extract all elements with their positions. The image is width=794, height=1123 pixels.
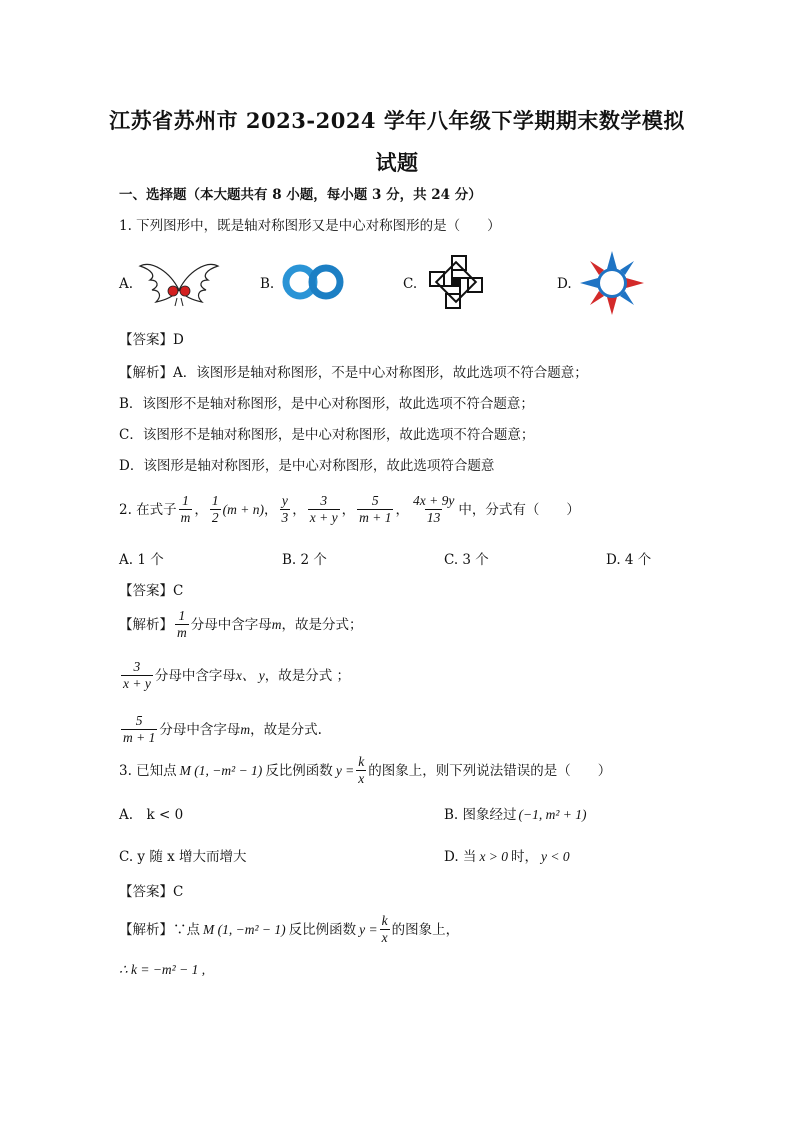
q1-explanation-2: B．该图形不是轴对称图形，是中心对称图形，故此选项不符合题意； xyxy=(119,396,534,412)
q2-exp-label: 【解析】 xyxy=(119,616,173,633)
q2-f2-num: 1 xyxy=(211,493,219,508)
q2-prefix: 2. 在式子 xyxy=(119,501,177,518)
q2-f3-den: 3 xyxy=(281,510,289,525)
q2-e2-num: 3 xyxy=(133,659,141,674)
compass-star-figure xyxy=(578,250,646,316)
q3-option-b-math: (−1, m² + 1) xyxy=(518,807,587,822)
q2-f1-num: 1 xyxy=(182,493,189,508)
q2-explanation-1 xyxy=(119,608,363,641)
q2-f5-num: 5 xyxy=(371,493,379,508)
q3-func-num: k xyxy=(358,754,365,769)
q2-f2-tail: (m + n) xyxy=(222,501,265,517)
q3-mid: 反比例函数 xyxy=(265,762,333,779)
q3-option-c: C. y 随 x 增大而增大 xyxy=(119,849,247,865)
q2-e2-den: x + y xyxy=(123,676,151,691)
q2-option-d: D. 4 个 xyxy=(606,552,652,568)
q3-exp-point: M (1, −m² − 1) xyxy=(203,921,286,937)
q3-answer: 【答案】C xyxy=(119,884,184,900)
q3-func-fraction xyxy=(356,754,366,787)
q2-e2-var: x、 y xyxy=(235,667,265,683)
q2-e1-text: 分母中含字母 xyxy=(190,616,272,633)
q2-e3-tail: ，故是分式. xyxy=(250,721,322,738)
q2-stem xyxy=(119,493,580,526)
q2-f4-num: 3 xyxy=(320,493,328,508)
q2-fraction-3 xyxy=(280,493,291,526)
q2-f5-den: m + 1 xyxy=(359,510,392,525)
q3-explanation-2: ∴ k = −m² − 1 , xyxy=(119,962,206,977)
doc-title-line2: 试题 xyxy=(375,150,419,175)
pinwheel-figure xyxy=(422,253,490,311)
q3-suffix: 的图象上，则下列说法错误的是（ ） xyxy=(368,762,612,779)
q1-option-a-label: A. xyxy=(119,276,134,292)
q2-fraction-5 xyxy=(357,493,393,526)
q2-sep-5: ， xyxy=(395,501,409,518)
q2-e3-text: 分母中含字母 xyxy=(159,721,241,738)
q3-exp-suffix: 的图象上， xyxy=(391,921,460,938)
q2-e3-num: 5 xyxy=(135,713,143,728)
q2-suffix: 中，分式有（ ） xyxy=(458,501,580,518)
q2-option-c: C. 3 个 xyxy=(444,552,489,568)
q2-f2-den: 2 xyxy=(211,510,219,525)
q2-f6-num: 4x + 9y xyxy=(412,493,455,508)
q2-f1-den: m xyxy=(180,510,191,525)
q3-explanation-1 xyxy=(119,913,459,946)
q3-point: M (1, −m² − 1) xyxy=(179,762,263,778)
q2-fraction-6 xyxy=(411,493,456,526)
q1-option-b-label: B. xyxy=(260,276,275,292)
q2-exp-fraction-1 xyxy=(175,608,189,641)
q3-exp-mid: 反比例函数 xyxy=(288,921,357,938)
q2-sep-2: ， xyxy=(264,501,278,518)
q3-option-d xyxy=(444,848,570,866)
q2-fraction-2 xyxy=(210,493,221,526)
butterfly-figure xyxy=(138,256,220,308)
q3-exp-fraction xyxy=(380,913,390,946)
q2-e1-tail: ，故是分式； xyxy=(281,616,363,633)
q2-explanation-3 xyxy=(119,713,322,746)
q3-exp-lhs: y = xyxy=(359,921,378,937)
q2-e1-num: 1 xyxy=(178,608,186,623)
q2-e2-text: 分母中含字母 xyxy=(154,667,236,684)
q1-explanation-1: 【解析】A．该图形是轴对称图形，不是中心对称图形，故此选项不符合题意； xyxy=(119,365,588,381)
q2-answer: 【答案】C xyxy=(119,583,184,599)
q2-exp-fraction-3 xyxy=(121,713,157,746)
q1-answer: 【答案】D xyxy=(119,332,184,348)
q1-explanation-4: D．该图形是轴对称图形，是中心对称图形，故此选项符合题意 xyxy=(119,458,495,474)
q2-sep-1: ， xyxy=(194,501,208,518)
q2-option-a: A. 1 个 xyxy=(119,552,164,568)
q2-e3-den: m + 1 xyxy=(123,730,156,745)
q2-e3-var: m xyxy=(240,721,251,737)
q2-f6-den: 13 xyxy=(426,510,441,525)
q3-prefix: 3. 已知点 xyxy=(119,762,177,779)
q3-option-a: A. k < 0 xyxy=(119,807,184,823)
linked-rings-figure xyxy=(278,262,348,302)
q2-explanation-2 xyxy=(119,659,350,692)
q3-func-lhs: y = xyxy=(335,762,355,778)
doc-title: 江苏省苏州市 2023-2024 学年八年级下学期期末数学模拟 xyxy=(109,108,685,133)
q3-exp-prefix: 【解析】∵点 xyxy=(119,921,200,938)
q2-fraction-4 xyxy=(308,493,340,526)
q1-option-c-label: C. xyxy=(403,276,418,292)
q3-option-d-m1: x > 0 xyxy=(479,849,509,864)
q2-f3-num: y xyxy=(281,493,288,508)
q2-sep-4: ， xyxy=(341,501,356,518)
q2-exp-fraction-2 xyxy=(121,659,153,692)
section-heading: 一、选择题（本大题共有 8 小题，每小题 3 分，共 24 分） xyxy=(119,187,482,203)
q3-option-b-text: B. 图象经过 xyxy=(444,807,517,823)
q3-option-d-m2: y < 0 xyxy=(541,849,570,864)
q1-explanation-3: C．该图形不是轴对称图形，是中心对称图形，故此选项不符合题意； xyxy=(119,427,535,443)
q2-fraction-1 xyxy=(179,493,193,526)
q2-e1-var: m xyxy=(271,616,282,632)
q2-f4-den: x + y xyxy=(309,510,338,525)
q3-exp-num: k xyxy=(381,913,388,928)
q2-e1-den: m xyxy=(177,625,187,640)
q2-e2-tail: ，故是分式 ； xyxy=(264,667,350,684)
q1-stem: 1. 下列图形中，既是轴对称图形又是中心对称图形的是（ ） xyxy=(119,218,501,234)
q3-option-d-text: D. 当 xyxy=(444,849,477,865)
q3-option-b xyxy=(444,806,587,824)
q1-option-d-label: D. xyxy=(557,276,572,292)
q2-option-b: B. 2 个 xyxy=(282,552,327,568)
q2-sep-3: ， xyxy=(292,501,306,518)
q3-exp-den: x xyxy=(381,930,388,945)
q3-option-d-mid: 时， xyxy=(511,849,539,865)
q3-stem xyxy=(119,754,611,787)
q3-func-den: x xyxy=(358,771,365,786)
